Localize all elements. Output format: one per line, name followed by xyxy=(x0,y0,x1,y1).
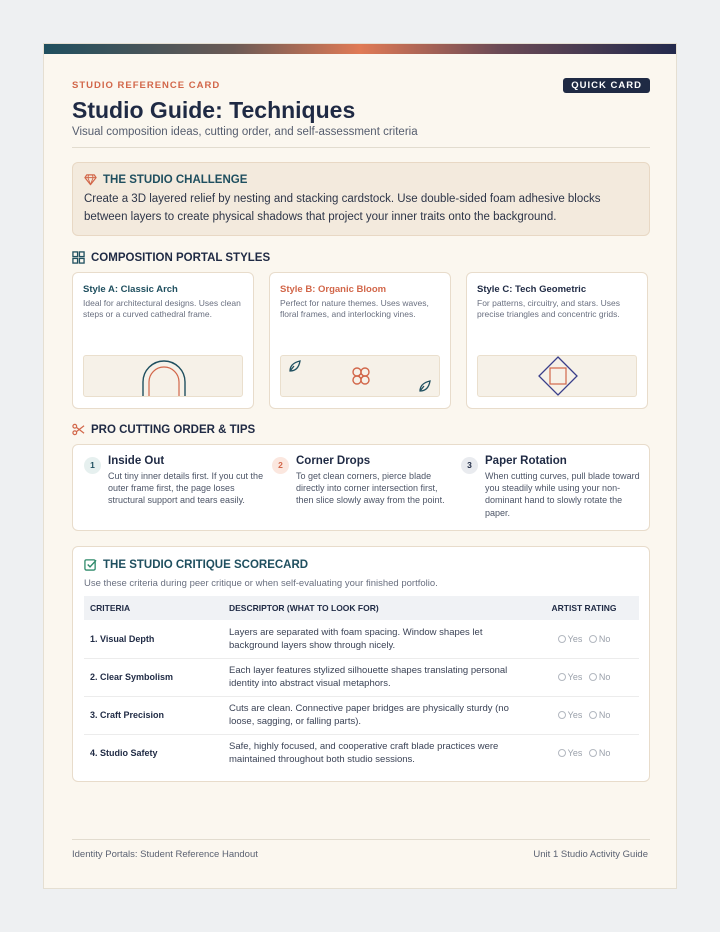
yes-label: Yes xyxy=(567,748,583,759)
descriptor-cell: Each layer features stylized silhouette shapes translating personal identity into abstract visual metaphors. xyxy=(223,658,529,696)
style-preview xyxy=(280,355,440,397)
radio-circle-icon[interactable] xyxy=(589,749,597,757)
style-card-title: Style A: Classic Arch xyxy=(83,284,178,295)
composition-heading-label: COMPOSITION PORTAL STYLES xyxy=(91,251,271,264)
scorecard-intro: Use these criteria during peer critique or when self-evaluating your finished portfolio. xyxy=(84,578,438,589)
style-card-title: Style B: Organic Bloom xyxy=(280,284,387,295)
descriptor-cell: Safe, highly focused, and cooperative craft blade practices were maintained throughout both studio sessions. xyxy=(229,741,499,766)
tip-title: Inside Out xyxy=(108,455,165,467)
criteria-cell: 2. Clear Symbolism xyxy=(84,658,223,696)
style-preview xyxy=(477,355,637,397)
tip-text: To get clean corners, pierce blade directly into corner intersection first, then slice slowly away from the point. xyxy=(296,471,445,506)
column-header-criteria: CRITERIA xyxy=(84,596,223,620)
style-card-text: Perfect for nature themes. Uses waves, floral frames, and interlocking vines. xyxy=(280,298,429,319)
style-card-c xyxy=(466,272,648,409)
rating-no-option[interactable] xyxy=(589,634,611,644)
gem-icon xyxy=(84,173,97,186)
style-cards xyxy=(72,272,650,409)
radio-circle-icon[interactable] xyxy=(558,673,566,681)
no-label: No xyxy=(598,710,611,720)
flower-icon xyxy=(281,356,440,397)
rating-yes-option[interactable] xyxy=(558,748,583,758)
table-row xyxy=(84,658,639,696)
style-card-a xyxy=(72,272,254,409)
no-label: No xyxy=(598,633,611,644)
tips-heading-label: PRO CUTTING ORDER & TIPS xyxy=(91,423,256,436)
quick-card-badge: QUICK CARD xyxy=(563,78,650,93)
rating-yes-option[interactable] xyxy=(558,672,583,682)
scissors-icon xyxy=(72,423,85,436)
no-label: No xyxy=(598,672,611,682)
tip-item xyxy=(84,455,264,507)
tips-heading xyxy=(72,423,255,436)
gradient-top-bar xyxy=(44,44,676,54)
tip-item xyxy=(272,455,452,507)
radio-circle-icon[interactable] xyxy=(589,711,597,719)
table-row xyxy=(84,734,639,772)
grid-icon xyxy=(72,251,85,264)
table-row xyxy=(84,620,639,658)
scorecard-table xyxy=(84,596,639,772)
radio-circle-icon[interactable] xyxy=(589,673,597,681)
composition-heading xyxy=(72,251,270,264)
rating-cell xyxy=(529,620,639,658)
descriptor-cell: Cuts are clean. Connective paper bridges are physically sturdy (no loose, sagging, or falling parts). xyxy=(223,696,529,734)
tip-number: 3 xyxy=(461,457,478,474)
tip-number: 1 xyxy=(84,457,101,474)
header-divider xyxy=(72,147,650,148)
arch-icon xyxy=(84,356,243,397)
yes-label: Yes xyxy=(567,633,583,644)
column-header-descriptor: DESCRIPTOR (WHAT TO LOOK FOR) xyxy=(223,596,529,620)
rating-cell xyxy=(529,696,639,734)
page-subtitle: Visual composition ideas, cutting order, and self-assessment criteria xyxy=(72,126,418,138)
tips-box xyxy=(72,444,650,531)
scorecard-title: THE STUDIO CRITIQUE SCORECARD xyxy=(103,558,309,571)
style-preview xyxy=(83,355,243,397)
radio-circle-icon[interactable] xyxy=(589,635,597,643)
scorecard-heading xyxy=(84,558,638,571)
table-row xyxy=(84,696,639,734)
diamond-icon xyxy=(478,356,637,397)
tip-item xyxy=(461,455,641,519)
page-title: Studio Guide: Techniques xyxy=(72,97,356,123)
scorecard-box xyxy=(72,546,650,782)
footer-left: Identity Portals: Student Reference Handout xyxy=(72,849,258,860)
tip-title: Paper Rotation xyxy=(485,455,567,467)
column-header-rating: ARTIST RATING xyxy=(529,596,639,620)
rating-yes-option[interactable] xyxy=(558,710,583,720)
criteria-cell: 4. Studio Safety xyxy=(90,748,158,759)
descriptor-cell: Layers are separated with foam spacing. Window shapes let background layers show through nicely. xyxy=(223,620,529,658)
challenge-title: THE STUDIO CHALLENGE xyxy=(103,173,248,186)
rating-yes-option[interactable] xyxy=(558,634,583,644)
eyebrow-label: STUDIO REFERENCE CARD xyxy=(72,80,221,91)
challenge-box xyxy=(72,162,650,236)
footer-right: Unit 1 Studio Activity Guide xyxy=(533,849,648,860)
radio-circle-icon[interactable] xyxy=(558,749,566,757)
table-header-row xyxy=(84,596,639,620)
tip-title: Corner Drops xyxy=(296,455,371,467)
rating-no-option[interactable] xyxy=(589,710,611,720)
style-card-text: For patterns, circuitry, and stars. Uses precise triangles and concentric grids. xyxy=(477,298,620,319)
radio-circle-icon[interactable] xyxy=(558,711,566,719)
no-label: No xyxy=(598,748,611,759)
tip-number: 2 xyxy=(272,457,289,474)
tip-text: When cutting curves, pull blade toward you steadily while using your non-dominant hand to slowly rotate the paper. xyxy=(485,471,640,518)
style-card-title: Style C: Tech Geometric xyxy=(477,284,587,295)
style-card-b xyxy=(269,272,451,409)
yes-label: Yes xyxy=(567,672,583,682)
challenge-heading xyxy=(84,173,638,186)
criteria-cell: 1. Visual Depth xyxy=(84,620,223,658)
tip-text: Cut tiny inner details first. If you cut the outer frame first, the page loses structural support and tears easily. xyxy=(108,471,264,506)
radio-circle-icon[interactable] xyxy=(558,635,566,643)
criteria-cell: 3. Craft Precision xyxy=(84,696,223,734)
checkbox-icon xyxy=(84,558,97,571)
card-header xyxy=(72,80,650,138)
style-card-text: Ideal for architectural designs. Uses clean steps or a curved cathedral frame. xyxy=(83,298,241,319)
challenge-text: Create a 3D layered relief by nesting and stacking cardstock. Use double-sided foam adhesive blocks between layers to create physical shadows that project your inner traits onto the background. xyxy=(84,193,601,223)
rating-cell xyxy=(529,734,639,772)
footer-divider xyxy=(72,839,650,840)
reference-card-page xyxy=(43,43,677,889)
rating-no-option[interactable] xyxy=(589,672,611,682)
yes-label: Yes xyxy=(567,710,583,720)
rating-no-option[interactable] xyxy=(589,748,611,758)
rating-cell xyxy=(529,658,639,696)
